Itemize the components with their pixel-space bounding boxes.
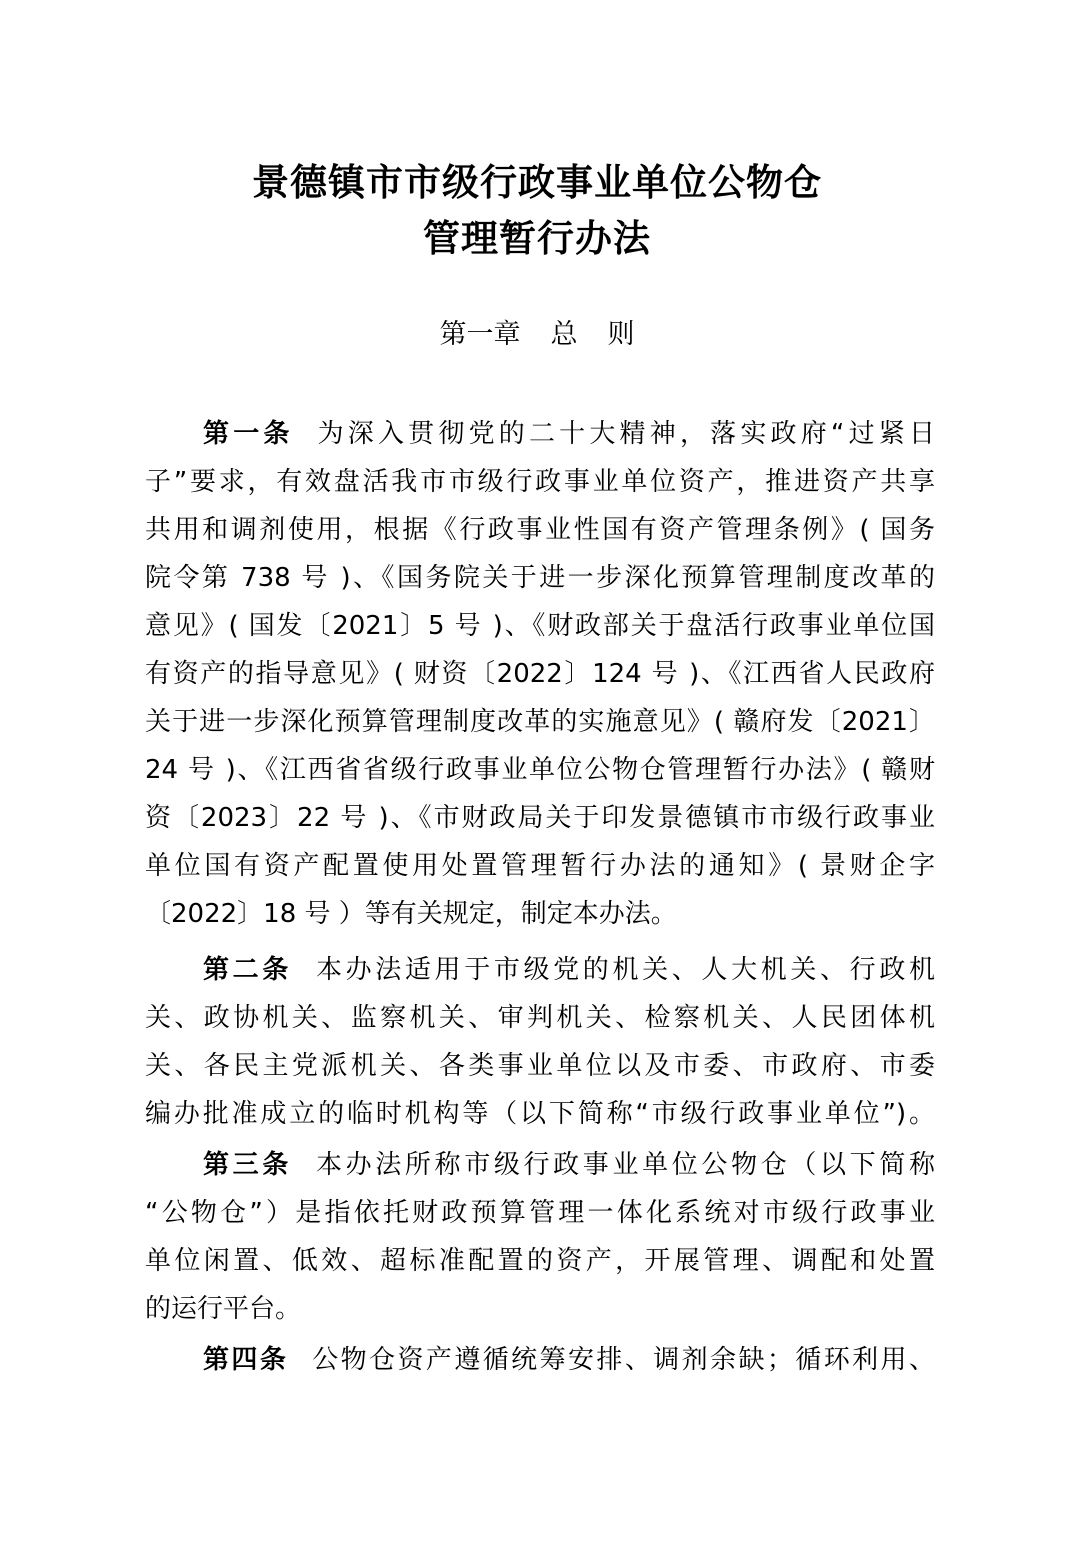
article-line: 第三条 本办法所称市级行政事业单位公物仓（以下简称 <box>203 1150 935 1180</box>
article-line: 子”要求，有效盘活我市市级行政事业单位资产，推进资产共享 <box>145 467 935 497</box>
article-line: 24 号 )、《江西省省级行政事业单位公物仓管理暂行办法》( 赣财 <box>145 755 935 785</box>
article-line: 的运行平台。 <box>145 1294 302 1324</box>
article-line: 编办批准成立的临时机构等（以下简称“市级行政事业单位”)。 <box>145 1099 935 1129</box>
article-line: 院令第 738 号 )、《国务院关于进一步深化预算管理制度改革的 <box>145 563 935 593</box>
article-line: 关、政协机关、监察机关、审判机关、检察机关、人民团体机 <box>145 1003 935 1033</box>
chapter-heading <box>0 310 1074 360</box>
article-line: 第二条 本办法适用于市级党的机关、人大机关、行政机 <box>203 955 935 985</box>
article-label: 第四条 <box>203 1345 289 1375</box>
article-label: 第二条 <box>203 955 292 985</box>
article-line: “公物仓”）是指依托财政预算管理一体化系统对市级行政事业 <box>145 1198 935 1228</box>
article-line: 关于进一步深化预算管理制度改革的实施意见》( 赣府发〔2021〕 <box>145 707 935 737</box>
article-line: 单位闲置、低效、超标准配置的资产，开展管理、调配和处置 <box>145 1246 935 1276</box>
article-line: 有资产的指导意见》( 财资〔2022〕124 号 )、《江西省人民政府 <box>145 659 935 689</box>
chapter-name-part-2: 则 <box>607 319 635 350</box>
article-line: 〔2022〕18 号 ）等有关规定，制定本办法。 <box>145 899 677 929</box>
article-line: 第四条 公物仓资产遵循统筹安排、调剂余缺；循环利用、 <box>203 1345 935 1375</box>
document-title-line-1: 景德镇市市级行政事业单位公物仓 <box>252 160 822 204</box>
article-line: 资〔2023〕22 号 )、《市财政局关于印发景德镇市市级行政事业 <box>145 803 935 833</box>
chapter-name-part-1: 总 <box>550 319 578 350</box>
article-line: 关、各民主党派机关、各类事业单位以及市委、市政府、市委 <box>145 1051 935 1081</box>
article-line: 第一条 为深入贯彻党的二十大精神，落实政府“过紧日 <box>203 419 935 449</box>
article-line: 意见》( 国发〔2021〕5 号 )、《财政部关于盘活行政事业单位国 <box>145 611 935 641</box>
article-label: 第三条 <box>203 1150 292 1180</box>
article-line: 共用和调剂使用，根据《行政事业性国有资产管理条例》( 国务 <box>145 515 935 545</box>
article-label: 第一条 <box>203 419 294 449</box>
document-title-line-2: 管理暂行办法 <box>423 216 651 260</box>
chapter-number: 第一章 <box>439 319 521 350</box>
article-line: 单位国有资产配置使用处置管理暂行办法的通知》( 景财企字 <box>145 851 935 881</box>
